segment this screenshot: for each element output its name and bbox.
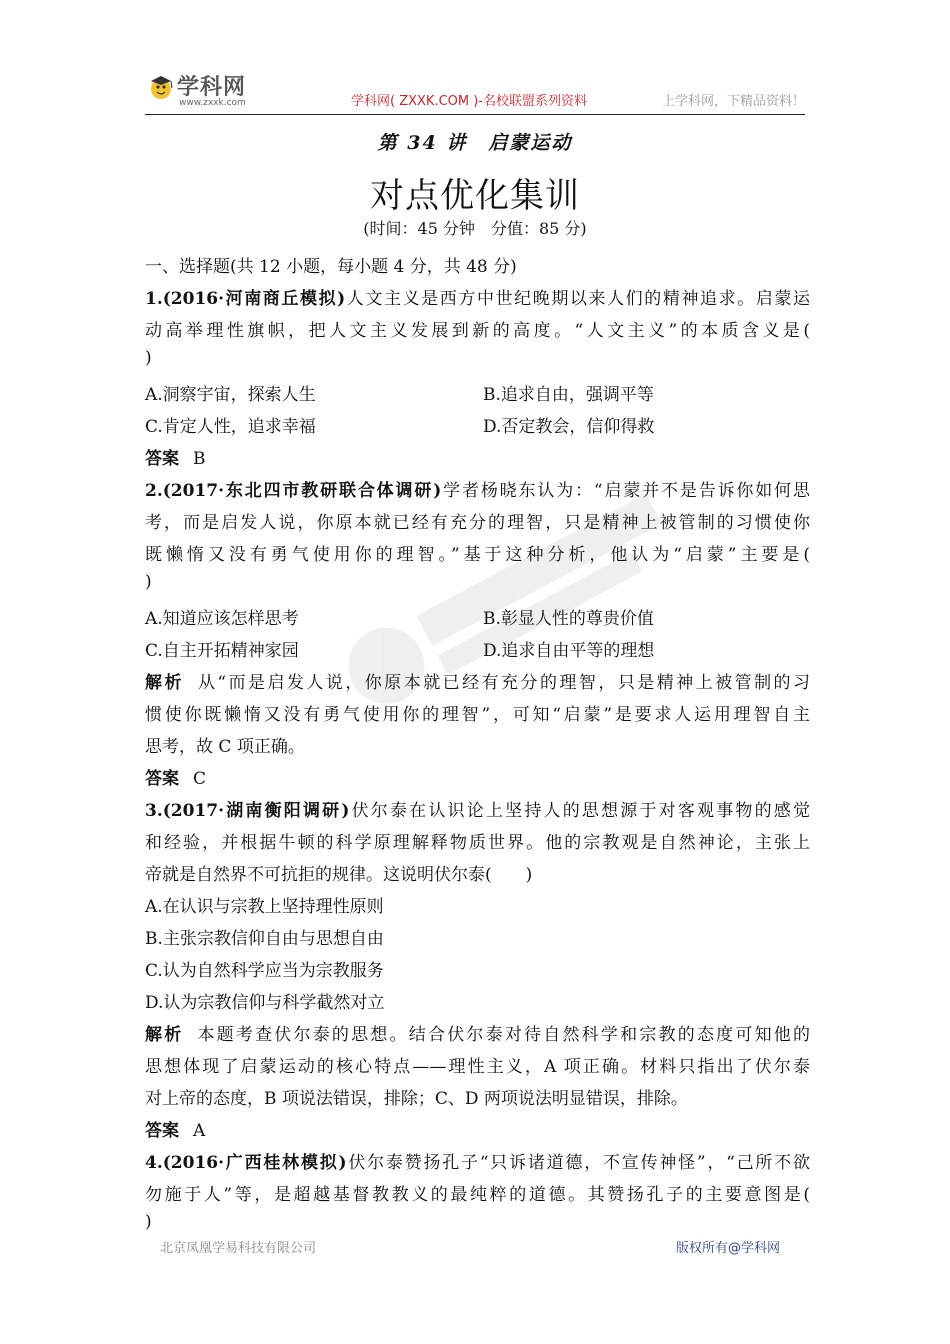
header-center-text: 学科网( ZXXK.COM )-名校联盟系列资料 [351, 94, 587, 109]
q2-answer-value: C [193, 769, 207, 789]
time-score-info: (时间：45 分钟 分值：85 分) [363, 219, 587, 238]
q1-option-c: C.肯定人性，追求幸福 [145, 417, 316, 437]
q3-line-3: 帝就是自然界不可抗拒的规律。这说明伏尔泰( ) [145, 865, 533, 885]
q3-analysis-label: 解析 [145, 1025, 184, 1045]
logo-url: www.zxxk.com [179, 98, 246, 108]
q2-option-a: A.知道应该怎样思考 [145, 609, 299, 629]
q2-analysis-label: 解析 [145, 673, 184, 693]
footer-company: 北京凤凰学易科技有限公司 [160, 1241, 317, 1256]
q2-line-1 [145, 476, 810, 501]
q2-analysis-line-2: 惯使你既懒惰又没有勇气使用你的理智”，可知“启蒙”是要求人运用理智自主 [145, 705, 810, 725]
q2-option-d: D.追求自由平等的理想 [483, 641, 655, 661]
q2-source: 2.(2017·东北四市教研联合体调研) [145, 481, 442, 501]
q3-text: 伏尔泰在认识论上坚持人的思想源于对客观事物的感觉 [349, 801, 810, 821]
q3-analysis-line-1 [145, 1020, 810, 1045]
q1-answer [145, 444, 810, 469]
q3-line-1 [145, 796, 810, 821]
q4-source: 4.(2016·广西桂林模拟) [145, 1153, 347, 1173]
q3-option-d: D.认为宗教信仰与科学截然对立 [145, 993, 385, 1013]
q2-option-b: B.彰显人性的尊贵价值 [483, 609, 654, 629]
q2-option-c: C.自主开拓精神家园 [145, 641, 299, 661]
q1-option-a: A.洞察宇宙，探索人生 [145, 385, 316, 405]
q3-option-a: A.在认识与宗教上坚持理性原则 [145, 897, 384, 917]
q3-analysis-line-3: 对上帝的态度，B 项说法错误，排除；C、D 两项说法明显错误，排除。 [145, 1089, 688, 1109]
q2-line-4: ) [145, 572, 152, 592]
q3-answer-value: A [193, 1121, 206, 1141]
q3-answer-label: 答案 [145, 1121, 179, 1141]
q2-answer [145, 764, 810, 789]
q1-source: 1.(2016·河南商丘模拟) [145, 289, 346, 309]
q4-line-1 [145, 1148, 810, 1173]
section-heading: 一、选择题(共 12 小题，每小题 4 分，共 48 分) [145, 257, 517, 277]
header-right-text: 上学科网，下精品资料！ [661, 94, 805, 109]
q3-line-2: 和经验，并根据牛顿的科学原理解释物质世界。他的宗教观是自然神论，主张上 [145, 833, 810, 853]
q3-option-b: B.主张宗教信仰自由与思想自由 [145, 929, 384, 949]
q3-source: 3.(2017·湖南衡阳调研) [145, 801, 350, 821]
q2-analysis-text: 从“而是启发人说，你原本就已经有充分的理智，只是精神上被管制的习 [197, 673, 810, 693]
page-title: 对点优化集训 [370, 176, 580, 216]
q3-option-c: C.认为自然科学应当为宗教服务 [145, 961, 384, 981]
mascot-icon [147, 72, 177, 106]
footer-copyright[interactable]: 版权所有@学科网 [676, 1241, 781, 1256]
logo-text: 学科网 [177, 75, 247, 100]
q4-text: 伏尔泰赞扬孔子“只诉诸道德，不宣传神怪”，“己所不欲 [346, 1153, 810, 1173]
q1-text: 人文主义是西方中世纪晚期以来人们的精神追求。启蒙运 [345, 289, 811, 309]
q1-line-1 [145, 284, 810, 309]
q1-option-d: D.否定教会，信仰得救 [483, 417, 655, 437]
q3-analysis-line-2: 思想体现了启蒙运动的核心特点——理性主义，A 项正确。材料只指出了伏尔泰 [145, 1057, 810, 1077]
q1-answer-value: B [193, 449, 206, 469]
q2-line-2: 考，而是启发人说，你原本就已经有充分的理智，只是精神上被管制的习惯使你 [145, 513, 810, 533]
q2-analysis-line-3: 思考，故 C 项正确。 [145, 737, 305, 757]
lecture-title: 第 34 讲 启蒙运动 [377, 132, 573, 154]
q1-line-3: ) [145, 348, 152, 368]
q1-line-2: 动高举理性旗帜，把人文主义发展到新的高度。“人文主义”的本质含义是( [145, 321, 810, 341]
page-header [145, 68, 805, 115]
q4-line-3: ) [145, 1212, 152, 1232]
zxxk-logo[interactable] [147, 70, 277, 112]
q2-line-3: 既懒惰又没有勇气使用你的理智。”基于这种分析，他认为“启蒙”主要是( [145, 545, 810, 565]
q2-analysis-line-1 [145, 668, 810, 693]
q2-answer-label: 答案 [145, 769, 179, 789]
q3-answer [145, 1116, 810, 1141]
q2-text: 学者杨晓东认为：“启蒙并不是告诉你如何思 [441, 481, 810, 501]
q1-option-b: B.追求自由，强调平等 [483, 385, 654, 405]
q4-line-2: 勿施于人”等，是超越基督教教义的最纯粹的道德。其赞扬孔子的主要意图是( [145, 1185, 810, 1205]
q3-analysis-text: 本题考查伏尔泰的思想。结合伏尔泰对待自然科学和宗教的态度可知他的 [197, 1025, 811, 1045]
q1-answer-label: 答案 [145, 449, 179, 469]
